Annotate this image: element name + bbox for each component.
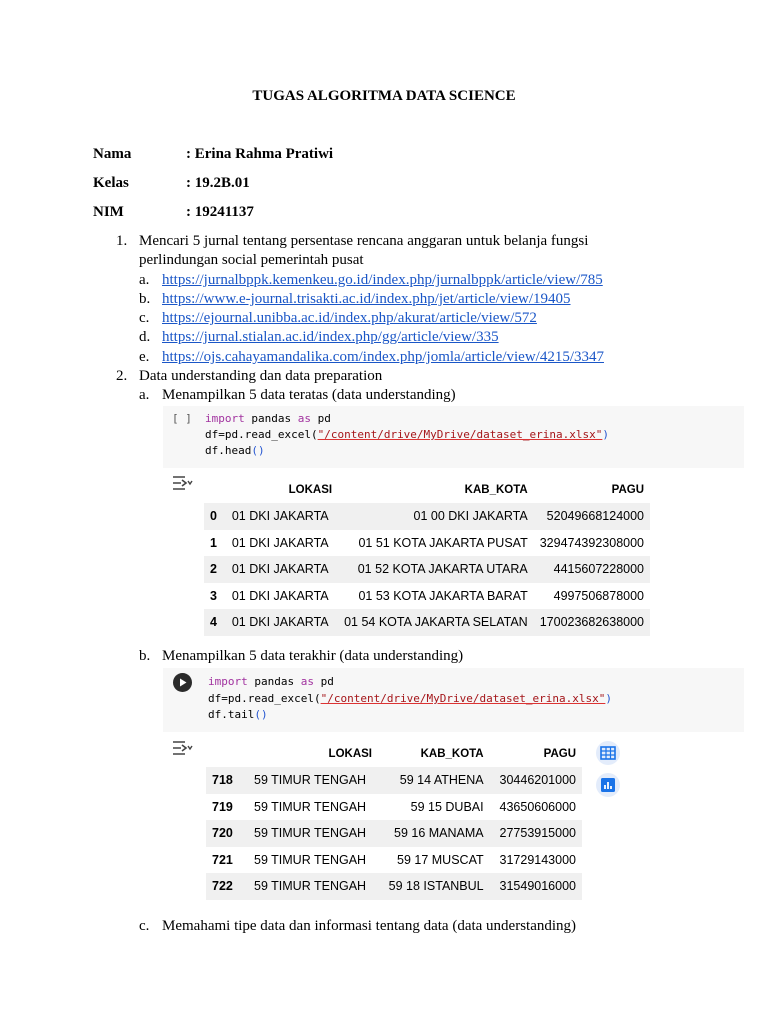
- table-row: [204, 583, 650, 610]
- column-header-kab-kota: KAB_KOTA: [464, 483, 528, 496]
- journal-link-c[interactable]: https://ejournal.unibba.ac.id/index.php/akurat/article/view/572: [162, 310, 537, 326]
- cell-kab-kota: 59 17 MUSCAT: [397, 852, 484, 867]
- chart-suggest-icon[interactable]: [596, 773, 620, 797]
- column-header-kab-kota: KAB_KOTA: [420, 747, 484, 760]
- cell-kab-kota: 01 51 KOTA JAKARTA PUSAT: [358, 535, 528, 550]
- cell-lokasi: 01 DKI JAKARTA: [231, 588, 329, 603]
- code-line-2: [205, 427, 609, 443]
- table-row: [206, 873, 582, 900]
- cell-pagu: 170023682638000: [534, 609, 650, 636]
- output-toggle-icon[interactable]: [171, 739, 193, 762]
- code-line-1: [205, 411, 331, 427]
- cell-pagu: 31549016000: [490, 873, 582, 900]
- cell-kab-kota: 01 54 KOTA JAKARTA SELATAN: [338, 609, 534, 636]
- cell-kab-kota: 01 52 KOTA JAKARTA UTARA: [338, 556, 534, 583]
- index-header: [204, 476, 226, 503]
- close-paren: ): [602, 428, 609, 441]
- keyword-as: as: [300, 675, 314, 688]
- name-value: : Erina Rahma Pratiwi: [186, 146, 334, 162]
- cell-lokasi: 59 TIMUR TENGAH: [254, 852, 367, 867]
- journal-link-b[interactable]: https://www.e-journal.trisakti.ac.id/index.php/jet/article/view/19405: [162, 291, 571, 307]
- document-title: TUGAS ALGORITMA DATA SCIENCE: [252, 88, 516, 104]
- row-index: 3: [210, 588, 217, 603]
- cell-pagu: 27753915000: [490, 820, 582, 847]
- link-letter-a: a.: [139, 272, 150, 288]
- head-dataframe-table: [204, 476, 650, 636]
- item1-number: 1.: [116, 233, 128, 249]
- item2c-text: Memahami tipe data dan informasi tentang data (data understanding): [162, 918, 577, 934]
- row-index: 1: [210, 535, 217, 550]
- cell-pagu: 4415607228000: [534, 556, 650, 583]
- index-header: [206, 740, 248, 767]
- code-line-3: [205, 443, 265, 459]
- cell-pagu: 31729143000: [499, 852, 576, 867]
- table-header-row: [206, 740, 582, 767]
- link-letter-b: b.: [139, 291, 151, 307]
- call-parens: (): [251, 444, 265, 457]
- row-index: 719: [212, 799, 233, 814]
- row-index: 722: [206, 873, 248, 900]
- class-label: Kelas: [93, 175, 129, 191]
- item2b-letter: b.: [139, 648, 151, 664]
- link-letter-c: c.: [139, 310, 150, 326]
- row-index: 0: [204, 503, 226, 530]
- close-paren: ): [605, 692, 612, 705]
- module-alias: pd: [313, 675, 334, 688]
- table-row: [204, 556, 650, 583]
- code-cell-head[interactable]: [163, 406, 744, 468]
- cell-kab-kota: 59 16 MANAMA: [378, 820, 490, 847]
- call-parens: (): [254, 708, 268, 721]
- column-header-pagu: PAGU: [543, 747, 576, 760]
- keyword-import: import: [208, 675, 248, 688]
- cell-lokasi: 59 TIMUR TENGAH: [248, 873, 378, 900]
- table-row: [206, 794, 582, 821]
- cell-prompt[interactable]: [ ]: [172, 412, 192, 425]
- link-letter-d: d.: [139, 329, 151, 345]
- table-row: [206, 767, 582, 794]
- output-toggle-icon[interactable]: [171, 474, 193, 497]
- journal-link-a[interactable]: https://jurnalbppk.kemenkeu.go.id/index.php/jurnalbppk/article/view/785: [162, 272, 603, 288]
- module-name: pandas: [244, 412, 298, 425]
- item2a-letter: a.: [139, 387, 150, 403]
- journal-link-d[interactable]: https://jurnal.stialan.ac.id/index.php/gg/article/view/335: [162, 329, 499, 345]
- cell-pagu: 4997506878000: [553, 588, 644, 603]
- module-alias: pd: [310, 412, 331, 425]
- code-line-1: [208, 674, 334, 690]
- file-path-string: "/content/drive/MyDrive/dataset_erina.xlsx": [317, 428, 603, 441]
- class-value: : 19.2B.01: [186, 175, 250, 191]
- cell-lokasi: 01 DKI JAKARTA: [231, 535, 329, 550]
- cell-pagu: 329474392308000: [539, 535, 644, 550]
- run-cell-icon[interactable]: [173, 673, 192, 697]
- name-label: Nama: [93, 146, 132, 162]
- cell-kab-kota: 59 14 ATHENA: [378, 767, 490, 794]
- column-header-lokasi: LOKASI: [328, 747, 372, 760]
- table-row: [204, 609, 650, 636]
- column-header-lokasi: LOKASI: [288, 483, 333, 496]
- table-header-row: [204, 476, 650, 503]
- table-row: [204, 530, 650, 557]
- tail-call: df.tail: [208, 708, 255, 721]
- cell-kab-kota: 59 15 DUBAI: [410, 799, 484, 814]
- code-line-2: [208, 691, 612, 707]
- read-call: df=pd.read_excel(: [208, 692, 321, 705]
- item2c-letter: c.: [139, 918, 150, 934]
- cell-lokasi: 01 DKI JAKARTA: [226, 609, 338, 636]
- table-row: [206, 847, 582, 874]
- tail-dataframe-table: [206, 740, 582, 900]
- row-index: 2: [204, 556, 226, 583]
- table-row: [204, 503, 650, 530]
- keyword-as: as: [297, 412, 311, 425]
- item2-text: Data understanding dan data preparation: [139, 368, 383, 384]
- cell-lokasi: 01 DKI JAKARTA: [226, 503, 338, 530]
- row-index: 718: [206, 767, 248, 794]
- cell-lokasi: 59 TIMUR TENGAH: [248, 767, 378, 794]
- cell-lokasi: 59 TIMUR TENGAH: [254, 799, 367, 814]
- link-letter-e: e.: [139, 349, 150, 365]
- table-view-icon[interactable]: [596, 741, 620, 765]
- item1-text-line2: perlindungan social pemerintah pusat: [139, 252, 364, 268]
- item2-number: 2.: [116, 368, 128, 384]
- cell-lokasi: 01 DKI JAKARTA: [226, 556, 338, 583]
- nim-label: NIM: [93, 204, 124, 220]
- nim-value: : 19241137: [186, 204, 254, 220]
- column-header-pagu: PAGU: [611, 483, 644, 496]
- head-call: df.head: [205, 444, 252, 457]
- read-call: df=pd.read_excel(: [205, 428, 318, 441]
- row-index: 720: [206, 820, 248, 847]
- journal-link-e[interactable]: https://ojs.cahayamandalika.com/index.php/jomla/article/view/4215/3347: [162, 349, 604, 365]
- code-line-3: [208, 707, 268, 723]
- item2b-text: Menampilkan 5 data terakhir (data understanding): [162, 648, 464, 664]
- cell-pagu: 52049668124000: [534, 503, 650, 530]
- cell-kab-kota: 59 18 ISTANBUL: [378, 873, 490, 900]
- cell-kab-kota: 01 00 DKI JAKARTA: [338, 503, 534, 530]
- cell-kab-kota: 01 53 KOTA JAKARTA BARAT: [358, 588, 528, 603]
- module-name: pandas: [247, 675, 301, 688]
- cell-pagu: 43650606000: [499, 799, 576, 814]
- code-cell-tail[interactable]: [163, 668, 744, 732]
- cell-lokasi: 59 TIMUR TENGAH: [248, 820, 378, 847]
- row-index: 4: [204, 609, 226, 636]
- item2a-text: Menampilkan 5 data teratas (data understanding): [162, 387, 456, 403]
- item1-text-line1: Mencari 5 jurnal tentang persentase rencana anggaran untuk belanja fungsi: [139, 233, 589, 249]
- row-index: 721: [212, 852, 233, 867]
- keyword-import: import: [205, 412, 245, 425]
- table-row: [206, 820, 582, 847]
- cell-pagu: 30446201000: [490, 767, 582, 794]
- file-path-string: "/content/drive/MyDrive/dataset_erina.xlsx": [320, 692, 606, 705]
